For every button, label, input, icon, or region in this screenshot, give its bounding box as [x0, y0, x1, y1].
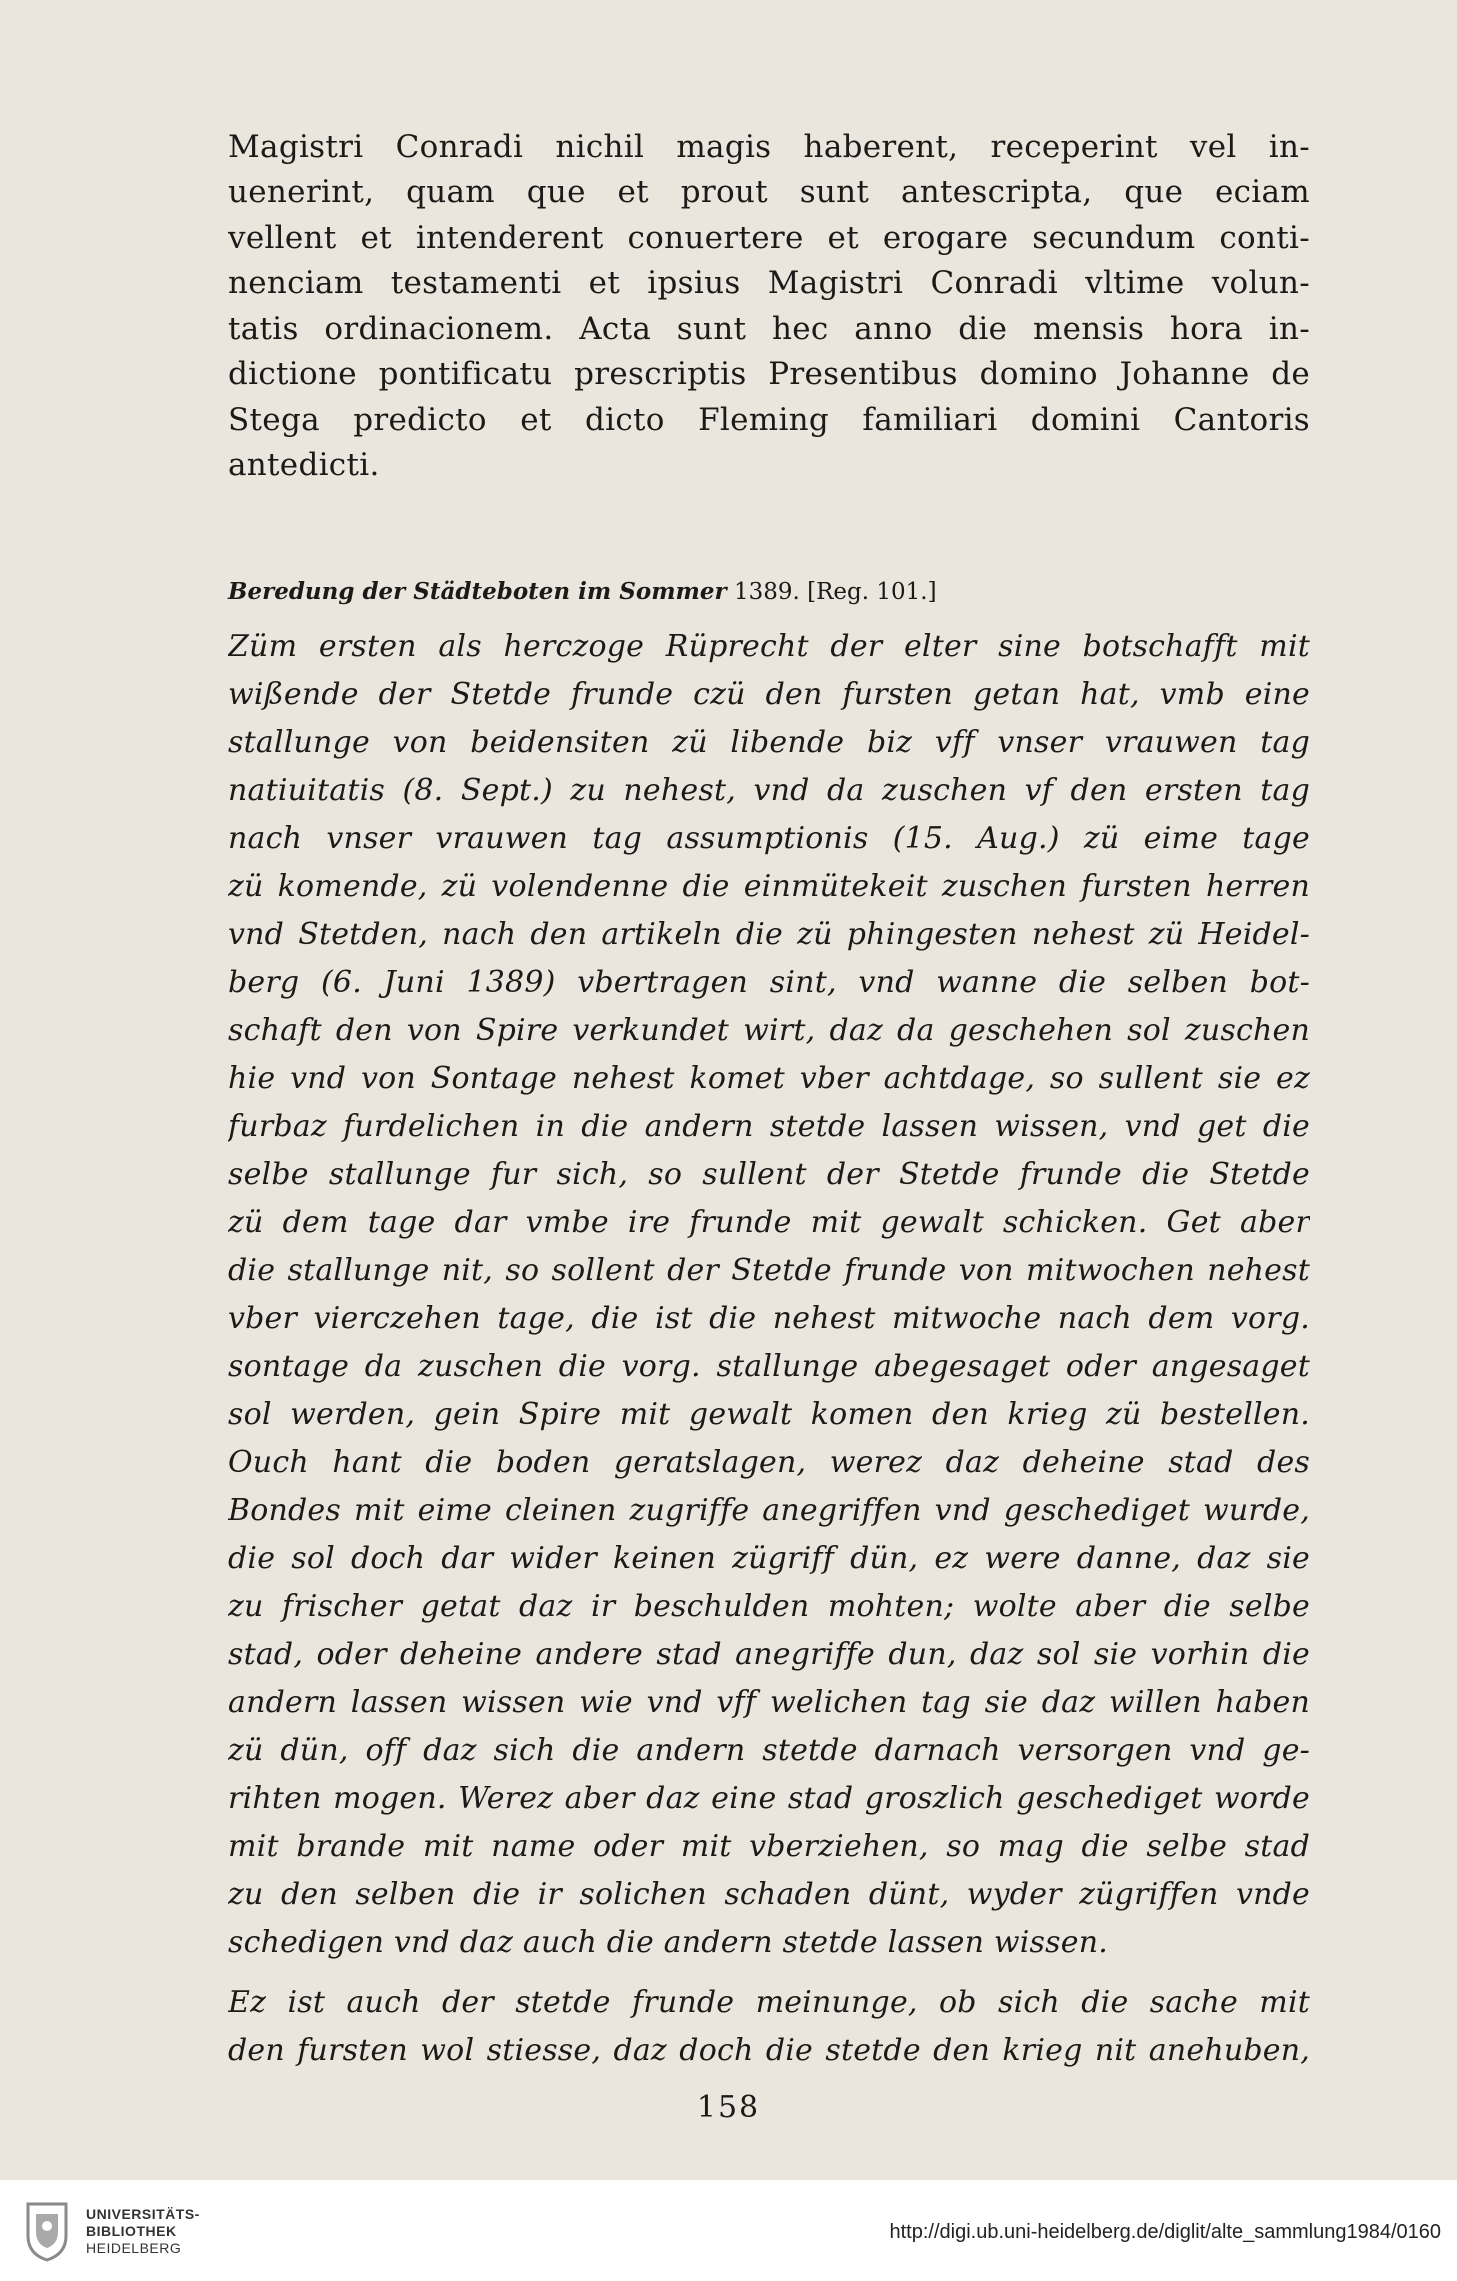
german-line-8: berg (6. Juni 1389) vbertragen sint, vnd wanne die selben bot-	[228, 965, 1310, 1000]
german-line-24: zü dün, off daz sich die andern stetde darnach versorgen vnd ge-	[228, 1733, 1310, 1768]
institution-name	[86, 2206, 200, 2257]
german-line-23: andern lassen wissen wie vnd vff welichen tag sie daz willen haben	[228, 1685, 1310, 1720]
german-line-14: die stallunge nit, so sollent der Stetde frunde von mitwochen nehest	[228, 1253, 1310, 1288]
german-line-10: hie vnd von Sontage nehest komet vber achtdage, so sullent sie ez	[228, 1061, 1310, 1096]
heading-year: 1389.	[733, 579, 800, 605]
german-line-22: stad, oder deheine andere stad anegriffe dun, daz sol sie vorhin die	[228, 1637, 1310, 1672]
german-line-9: schaft den von Spire verkundet wirt, daz da geschehen sol zuschen	[228, 1013, 1310, 1048]
source-url[interactable]: http://digi.ub.uni-heidelberg.de/diglit/alte_sammlung1984/0160	[889, 2221, 1441, 2243]
german-line-25: rihten mogen. Werez aber daz eine stad groszlich geschediget worde	[228, 1781, 1310, 1816]
institution-line-1: UNIVERSITÄTS-	[86, 2206, 200, 2222]
heading-reg: [Reg. 101.]	[807, 579, 937, 605]
german-line-5: nach vnser vrauwen tag assumptionis (15. Aug.) zü eime tage	[228, 821, 1310, 856]
german-line-6: zü komende, zü volendenne die einmütekeit zuschen fursten herren	[228, 869, 1310, 904]
latin-line-6: dictione pontificatu prescriptis Presentibus domino Johanne de	[228, 356, 1310, 392]
latin-line-8: antedicti.	[228, 447, 380, 483]
german-line-2: wißende der Stetde frunde czü den fursten getan hat, vmb eine	[228, 677, 1310, 712]
german-line-16: sontage da zuschen die vorg. stallunge abegesaget oder angesaget	[228, 1349, 1310, 1384]
german-line-7: vnd Stetden, nach den artikeln die zü phingesten nehest zü Heidel-	[228, 917, 1310, 952]
latin-line-2: uenerint, quam que et prout sunt antescripta, que eciam	[228, 174, 1310, 210]
german-line-12: selbe stallunge fur sich, so sullent der Stetde frunde die Stetde	[228, 1157, 1310, 1192]
institution-line-3: HEIDELBERG	[86, 2240, 182, 2256]
latin-line-3: vellent et intenderent conuertere et erogare secundum conti-	[228, 220, 1310, 256]
german-line-21: zu frischer getat daz ir beschulden mohten; wolte aber die selbe	[228, 1589, 1310, 1624]
university-seal-icon	[22, 2198, 72, 2264]
german-line-18: Ouch hant die boden geratslagen, werez daz deheine stad des	[228, 1445, 1310, 1480]
footer-bar	[0, 2180, 1457, 2281]
german-line-3: stallunge von beidensiten zü libende biz vff vnser vrauwen tag	[228, 725, 1310, 760]
german-line-28: schedigen vnd daz auch die andern stetde lassen wissen.	[228, 1925, 1108, 1960]
german-line-26: mit brande mit name oder mit vberziehen, so mag die selbe stad	[228, 1829, 1310, 1864]
institution-line-2: BIBLIOTHEK	[86, 2223, 177, 2239]
german-line-1: Züm ersten als herczoge Rüprecht der elter sine botschafft mit	[228, 629, 1310, 664]
german-line-29: Ez ist auch der stetde frunde meinunge, ob sich die sache mit	[228, 1985, 1310, 2020]
heading-title: Beredung der Städteboten im Sommer	[228, 578, 727, 605]
german-line-15: vber vierczehen tage, die ist die nehest mitwoche nach dem vorg.	[228, 1301, 1310, 1336]
german-line-4: natiuitatis (8. Sept.) zu nehest, vnd da zuschen vf den ersten tag	[228, 773, 1310, 808]
page-number: 158	[696, 2090, 761, 2125]
german-line-27: zu den selben die ir solichen schaden dünt, wyder zügriffen vnde	[228, 1877, 1310, 1912]
latin-line-1: Magistri Conradi nichil magis haberent, receperint vel in-	[228, 129, 1310, 165]
latin-line-4: nenciam testamenti et ipsius Magistri Conradi vltime volun-	[228, 265, 1310, 301]
german-line-11: furbaz furdelichen in die andern stetde lassen wissen, vnd get die	[228, 1109, 1310, 1144]
german-line-19: Bondes mit eime cleinen zugriffe anegriffen vnd geschediget wurde,	[228, 1493, 1310, 1528]
latin-line-7: Stega predicto et dicto Fleming familiari domini Cantoris	[228, 402, 1310, 438]
section-heading	[228, 576, 937, 608]
german-line-20: die sol doch dar wider keinen zügriff dün, ez were danne, daz sie	[228, 1541, 1310, 1576]
german-line-13: zü dem tage dar vmbe ire frunde mit gewalt schicken. Get aber	[228, 1205, 1310, 1240]
german-line-30: den fursten wol stiesse, daz doch die stetde den krieg nit anehuben,	[228, 2033, 1310, 2068]
german-line-17: sol werden, gein Spire mit gewalt komen den krieg zü bestellen.	[228, 1397, 1310, 1432]
latin-line-5: tatis ordinacionem. Acta sunt hec anno die mensis hora in-	[228, 311, 1310, 347]
